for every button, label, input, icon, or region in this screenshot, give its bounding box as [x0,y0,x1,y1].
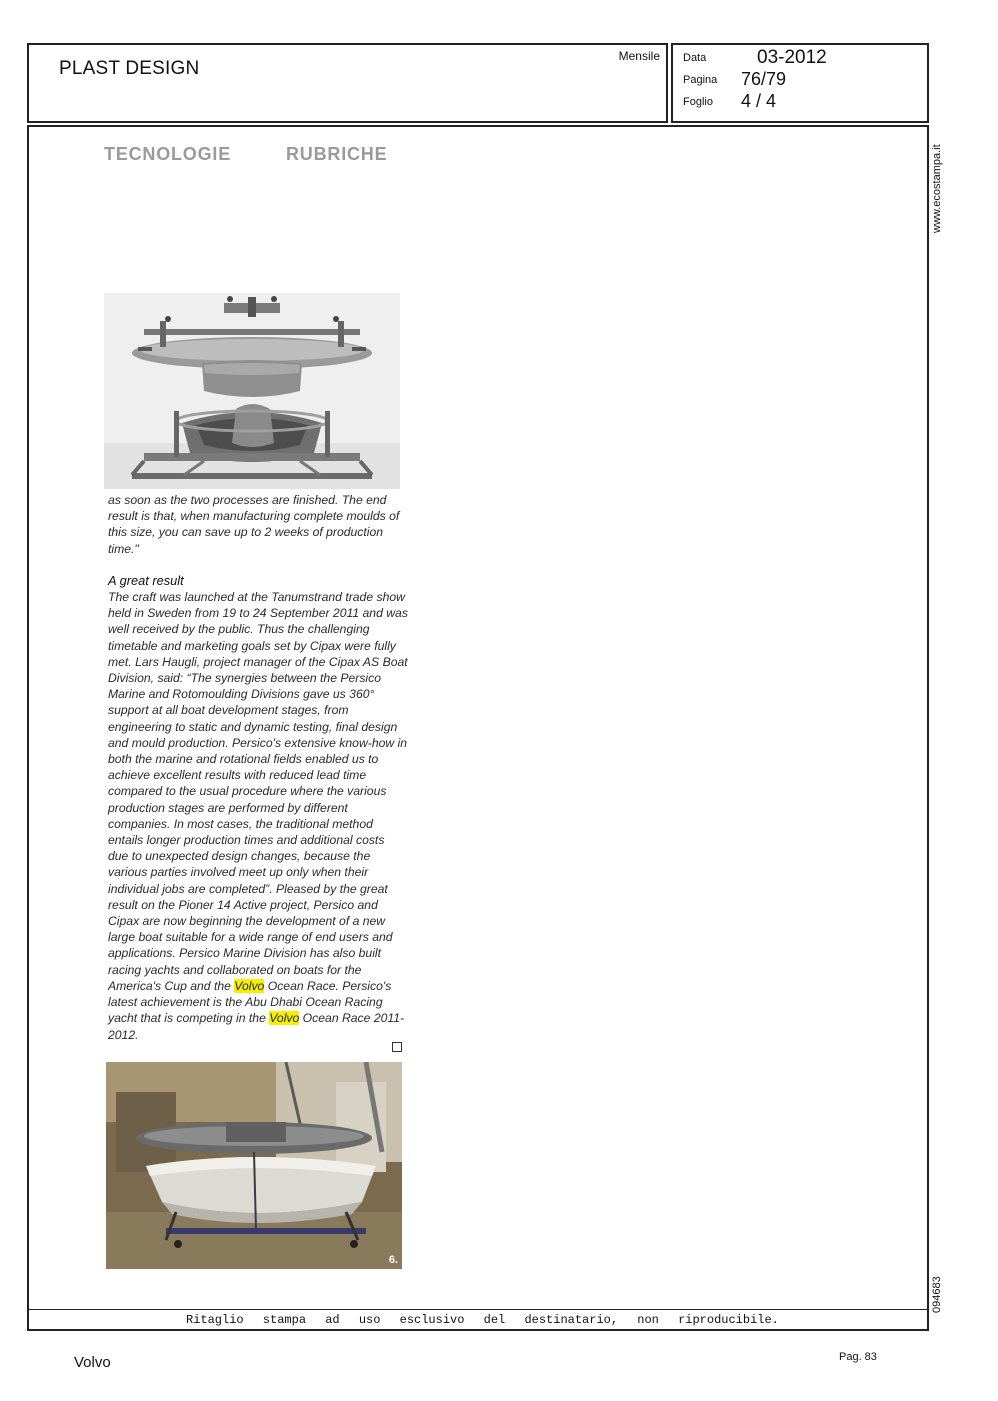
date-value: 03-2012 [757,47,827,68]
footer-rule [29,1309,927,1310]
article-body [108,492,408,1043]
client-name: Volvo [74,1354,111,1371]
footer-notice: Ritaglio stampa ad uso esclusivo del destinatario, non riproducibile. [186,1313,779,1327]
mould-illustration [104,293,400,489]
publication-title: PLAST DESIGN [59,58,200,79]
page-label: Pagina [683,74,718,86]
boat-photo [106,1062,402,1269]
article-intro: as soon as the two processes are finished. The end result is that, when manufacturing complete moulds of this size, you can save up to 2 weeks of production time." [108,493,400,556]
paragraph-part-3: Ocean Race 2011-2012. [108,1011,405,1042]
header-meta-box [671,43,929,123]
frequency-label: Mensile [618,49,660,63]
paragraph-part-2: Ocean Race. Persico's latest achievement is the Abu Dhabi Ocean Racing yacht that is competing in the [108,978,392,1026]
article-end-mark [392,1042,402,1052]
website-vertical: www.ecostampa.it [931,144,943,233]
date-label: Data [683,52,707,64]
page-value: 76/79 [741,69,787,89]
article-heading: A great result [108,572,184,588]
sheet-label: Foglio [683,96,713,108]
boat-illustration [106,1062,402,1269]
article-paragraph [108,589,408,1043]
page-number: Pag. 83 [839,1351,877,1363]
header-publication-box [27,43,668,123]
rubric-rubriche: RUBRICHE [286,144,388,164]
code-vertical: 094683 [931,1276,943,1313]
mould-photo [104,293,400,489]
rubric-tecnologie: TECNOLOGIE [104,144,232,164]
photo-caption-number: 6. [388,1254,398,1266]
highlight-volvo-2: Volvo [269,1011,300,1026]
sheet-value: 4 / 4 [741,91,777,111]
highlight-volvo-1: Volvo [234,978,265,993]
paragraph-part-1: The craft was launched at the Tanumstrand trade show held in Sweden from 19 to 24 September 2011 and was well received by the public. Thus the challenging timetable and marketing goals set by Cipax were fully met. Lars Haugli, project manager of the Cipax AS Boat Division, said: “The synergies between the Persico Marine and Rotomoulding Divisions gave us 360° support at all boat development stages, from engineering to static and dynamic testing, final design and mould production. Persico's extensive know-how in both the marine and rotational fields enabled us to achieve excellent results with reduced lead time compared to the usual procedure where the various production stages are performed by different companies. In most cases, the traditional method entails longer production times and additional costs due to unexpected design changes, because the various parties involved meet up only when their individual jobs are completed”. Pleased by the great result on the Pioner 14 Active project, Persico and Cipax are now beginning the development of a new large boat suitable for a wide range of end users and applications. Persico Marine Division has also built racing yachts and collaborated on boats for the America's Cup and the [108,590,408,993]
